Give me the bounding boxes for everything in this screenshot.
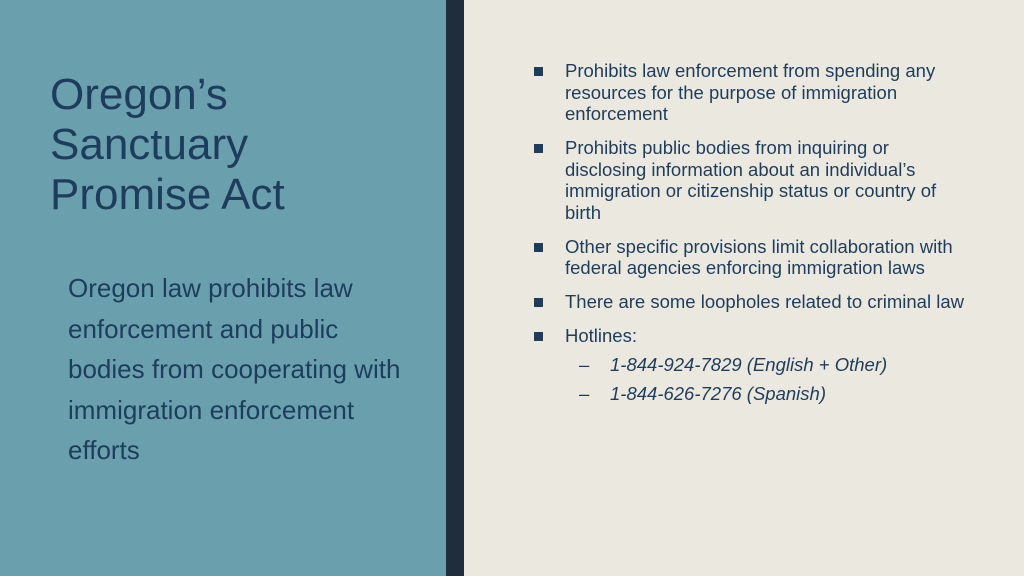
bullet-text: Prohibits public bodies from inquiring or disclosing information about an individual’s immigration or citizenship status or country of birth <box>565 137 937 223</box>
hotline-item-spanish <box>565 383 974 405</box>
bullet-item <box>534 291 974 313</box>
bullet-list <box>534 60 974 417</box>
square-bullet-icon <box>534 332 543 341</box>
square-bullet-icon <box>534 243 543 252</box>
title-line-3: Promise Act <box>50 170 285 219</box>
bullet-item <box>534 60 974 125</box>
bullet-text: Prohibits law enforcement from spending any resources for the purpose of immigration enforcement <box>565 60 936 124</box>
dash-icon: – <box>579 353 590 375</box>
bullet-text: Hotlines: <box>565 325 637 346</box>
panel-divider <box>446 0 464 576</box>
bullet-text: Other specific provisions limit collaboration with federal agencies enforcing immigration laws <box>565 235 953 278</box>
bullet-item <box>534 137 974 223</box>
hotline-text: 1-844-924-7829 (English + Other) <box>610 353 888 375</box>
slide-subtitle: Oregon law prohibits law enforcement and public bodies from cooperating with immigration enforcement efforts <box>68 273 401 465</box>
bullet-item <box>534 236 974 279</box>
hotline-item-english <box>565 354 974 376</box>
title-line-1: Oregon’s <box>50 70 228 119</box>
square-bullet-icon <box>534 298 543 307</box>
square-bullet-icon <box>534 144 543 153</box>
dash-icon: – <box>579 382 590 404</box>
hotline-text: 1-844-626-7276 (Spanish) <box>610 382 826 404</box>
bullet-item-hotlines <box>534 325 974 405</box>
hotline-list <box>565 354 974 405</box>
title-line-2: Sanctuary <box>50 120 249 169</box>
square-bullet-icon <box>534 67 543 76</box>
slide-title <box>50 70 430 220</box>
bullet-text: There are some loopholes related to criminal law <box>565 291 964 312</box>
